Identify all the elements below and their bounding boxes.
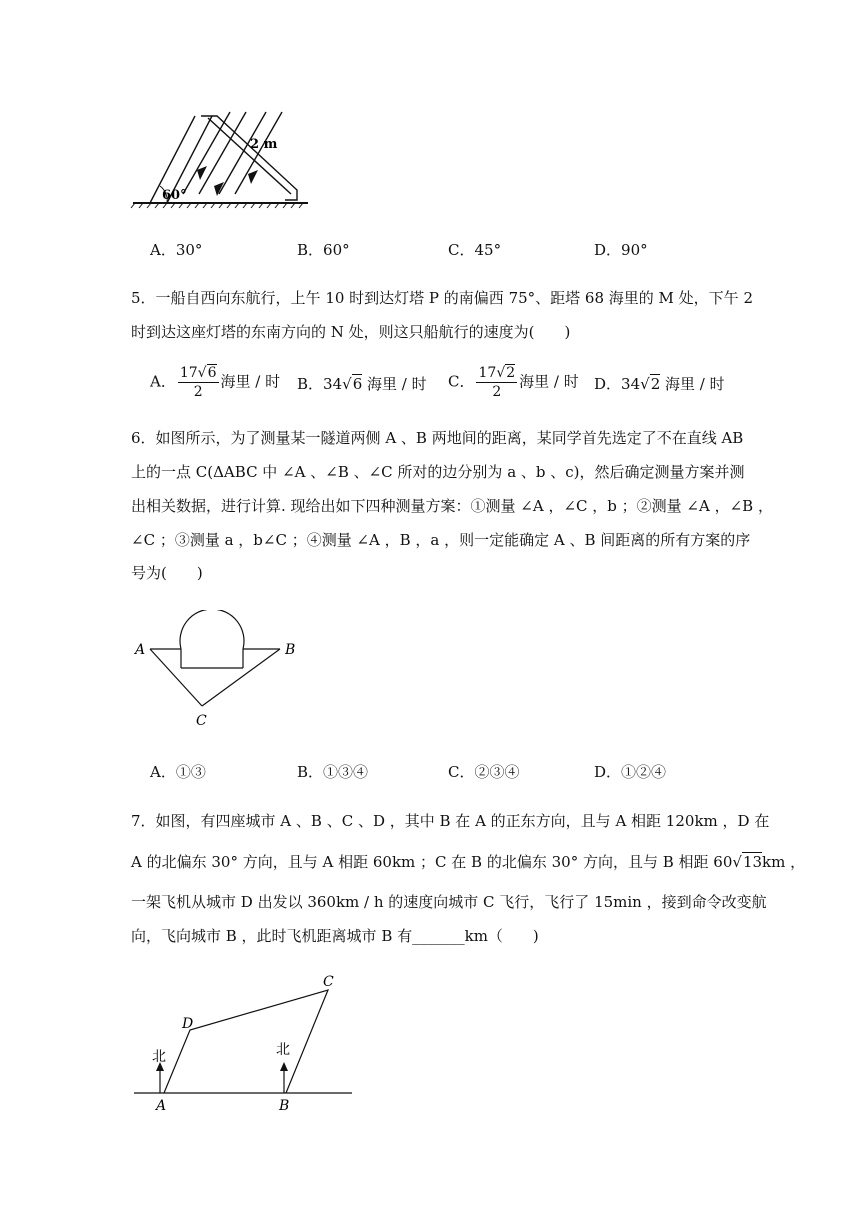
q4-option-b[interactable] [297, 240, 350, 260]
q7-line-4: 向，飞向城市 B ，此时飞机距离城市 B 有_______km（ ) [131, 927, 539, 945]
q6-label-a: A [135, 642, 146, 658]
q5-option-a-unit: 海里 / 时 [220, 372, 281, 391]
q5-option-c-unit: 海里 / 时 [519, 372, 579, 391]
q5-b-coefficient: 34 [323, 375, 343, 393]
q4-option-a[interactable] [150, 240, 202, 260]
q6-option-b-letter: B． [297, 763, 324, 781]
q6-option-c-letter: C． [448, 763, 475, 781]
q4-option-a-text: 30° [175, 241, 203, 259]
q6-line-5: 号为( ) [131, 564, 203, 582]
q6-option-d-letter: D． [594, 763, 622, 781]
q4-option-c-text: 45° [474, 241, 502, 259]
q7-label-a: A [156, 1098, 167, 1114]
q6-line-3: 出相关数据，进行计算. 现给出如下四种测量方案：①测量 ∠A ，∠C ，b ；②测量 ∠A ，∠B ， [131, 497, 773, 515]
q5-option-b-unit: 海里 / 时 [367, 375, 427, 393]
q5-c-numerator: 17 [478, 365, 497, 381]
q6-option-b[interactable] [297, 762, 368, 782]
q5-option-b[interactable]: B．34√6 海里 / 时 [297, 375, 427, 393]
q7-north-b: 北 [276, 1042, 290, 1058]
q4-option-b-text: 60° [323, 241, 350, 259]
q6-option-b-text: ①③④ [323, 763, 369, 781]
q5-option-b-letter: B． [297, 375, 324, 393]
q6-label-b: B [285, 642, 296, 658]
q5-option-a-letter: A． [150, 372, 176, 391]
q7-line-2-unit: km ， [762, 853, 806, 871]
q4-option-a-letter: A． [150, 241, 176, 259]
q4-option-d[interactable] [594, 240, 648, 260]
q7-line-3: 一架飞机从城市 D 出发以 360km / h 的速度向城市 C 飞行，飞行了 15min ，接到命令改变航 [131, 893, 767, 911]
q6-tunnel-figure [128, 610, 308, 732]
q5-line-2: 时到达这座灯塔的东南方向的 N 处，则这只船航行的速度为( ) [131, 323, 571, 341]
q4-length-label: 2 m [250, 137, 278, 152]
q7-line-2: A 的北偏东 30° 方向，且与 A 相距 60km ；C 在 B 的北偏东 30° 方向，且与 B 相距 60√13km ， [131, 853, 806, 871]
q6-option-d-text: ①②④ [621, 763, 667, 781]
q4-figure [125, 108, 315, 212]
q5-c-denominator: 2 [492, 384, 502, 400]
q5-option-d-letter: D． [594, 375, 622, 393]
q6-option-a[interactable] [150, 762, 206, 782]
q6-option-c-text: ②③④ [474, 763, 520, 781]
q6-line-4: ∠C ；③测量 a ，b∠C ；④测量 ∠A ，B ，a ，则一定能确定 A 、B 间距离的所有方案的序 [131, 531, 751, 549]
q5-option-d[interactable]: D．34√2 海里 / 时 [594, 375, 725, 393]
q5-a-radicand: 6 [207, 365, 217, 381]
q7-line-2-radicand: 13 [742, 853, 763, 871]
q7-label-c: C [323, 974, 334, 990]
q5-line-1: 5．一船自西向东航行，上午 10 时到达灯塔 P 的南偏西 75°、距塔 68 海里的 M 处，下午 2 [131, 289, 753, 307]
q4-option-c-letter: C． [448, 241, 475, 259]
q7-label-d: D [182, 1016, 194, 1032]
q5-b-radicand: 6 [352, 375, 363, 393]
q4-option-c[interactable] [448, 240, 501, 260]
q5-option-a[interactable] [150, 364, 280, 401]
q5-option-a-fraction: $\frac{17√6}{2}$ [179, 365, 217, 400]
q6-line-1: 6．如图所示，为了测量某一隧道两侧 A 、B 两地间的距离，某同学首先选定了不在直线 AB [131, 429, 744, 447]
q5-option-c[interactable] [448, 364, 579, 401]
q6-option-d[interactable] [594, 762, 666, 782]
q6-option-a-letter: A． [150, 763, 176, 781]
q7-line-2-text: A 的北偏东 30° 方向，且与 A 相距 60km ；C 在 B 的北偏东 30° 方向，且与 B 相距 60 [131, 853, 733, 871]
q7-label-b: B [279, 1098, 290, 1114]
q5-option-d-unit: 海里 / 时 [665, 375, 725, 393]
q4-option-d-text: 90° [621, 241, 648, 259]
q4-angle-label: 60° [162, 188, 187, 203]
q7-cities-figure [128, 972, 358, 1116]
q6-label-c: C [196, 713, 207, 729]
q4-option-d-letter: D． [594, 241, 622, 259]
q7-line-1: 7．如图，有四座城市 A 、B 、C 、D ，其中 B 在 A 的正东方向，且与 A 相距 120km ，D 在 [131, 812, 770, 830]
q6-line-2: 上的一点 C(ΔABC 中 ∠A 、∠B 、∠C 所对的边分别为 a 、b 、c)，然后确定测量方案并测 [131, 463, 745, 481]
q5-option-c-letter: C． [448, 372, 475, 391]
q6-option-a-text: ①③ [175, 763, 206, 781]
q5-c-radicand: 2 [506, 365, 516, 381]
q5-d-radicand: 2 [650, 375, 661, 393]
q5-option-c-fraction: $\frac{17√2}{2}$ [478, 365, 516, 400]
q6-option-c[interactable] [448, 762, 520, 782]
q7-north-a: 北 [152, 1049, 166, 1065]
q5-d-coefficient: 34 [621, 375, 641, 393]
q5-a-numerator: 17 [179, 365, 198, 381]
q4-option-b-letter: B． [297, 241, 324, 259]
q5-a-denominator: 2 [193, 384, 203, 400]
